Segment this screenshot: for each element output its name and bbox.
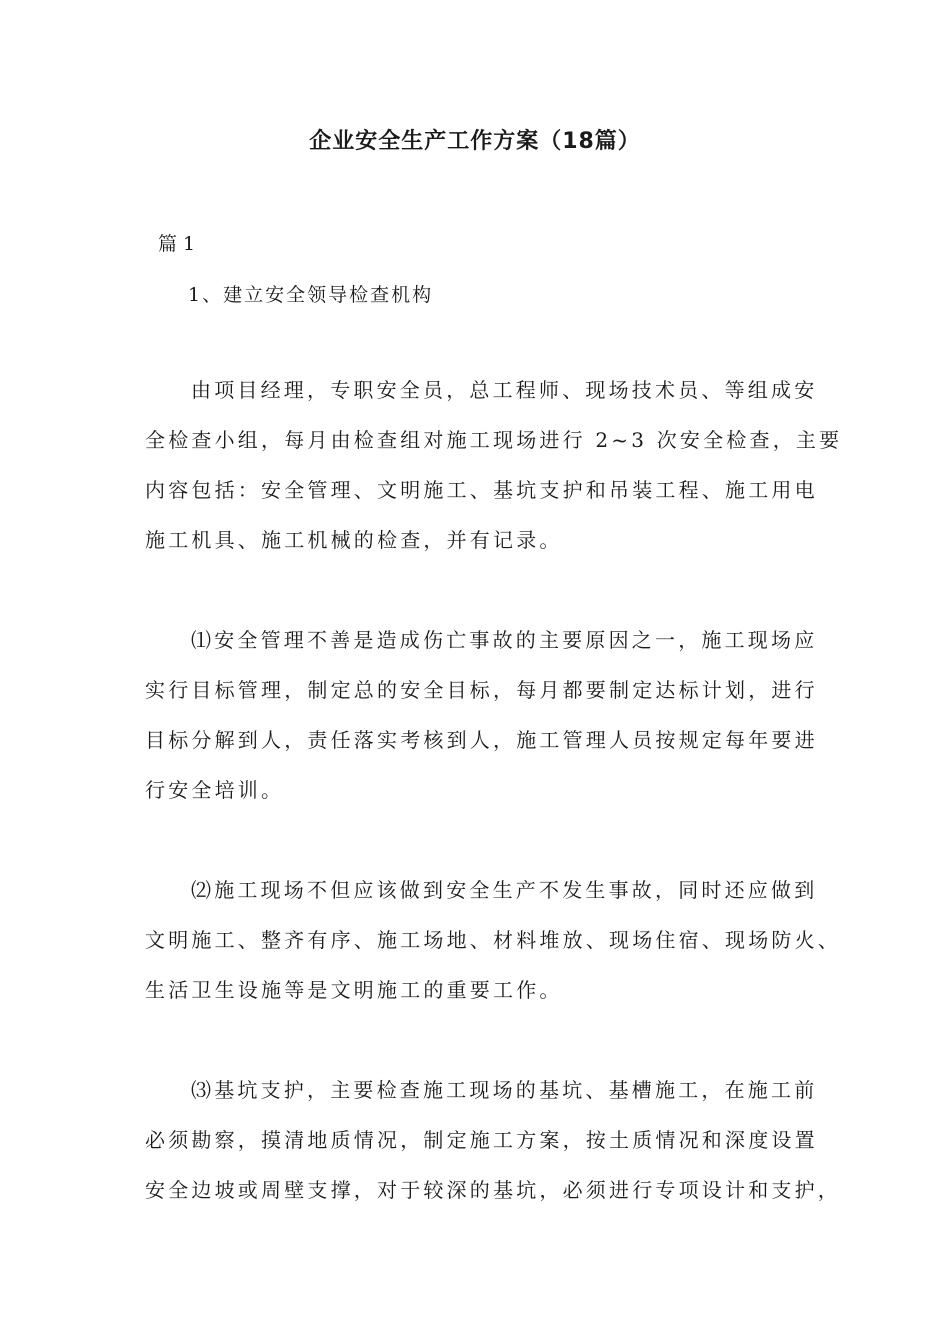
paragraph-line: 实行目标管理，制定总的安全目标，每月都要制定达标计划，进行	[145, 678, 818, 702]
section-heading: 1、建立安全领导检查机构	[188, 284, 434, 306]
paragraph	[145, 615, 825, 815]
document-title: 企业安全生产工作方案（18篇）	[309, 129, 641, 154]
paragraph-line: 全检查小组，每月由检查组对施工现场进行 2~3 次安全检查，主要	[145, 428, 843, 452]
paragraph-line: 生活卫生设施等是文明施工的重要工作。	[145, 978, 563, 1002]
paragraph-line: 行安全培训。	[145, 778, 285, 802]
paragraph-line: 文明施工、整齐有序、施工场地、材料堆放、现场住宿、现场防火、	[145, 928, 841, 952]
paragraph-line: ⑶基坑支护，主要检查施工现场的基坑、基槽施工，在施工前	[191, 1078, 818, 1102]
section-label: 篇 1	[158, 233, 196, 255]
paragraph-line: ⑴安全管理不善是造成伤亡事故的主要原因之一，施工现场应	[191, 628, 818, 652]
paragraph	[145, 1065, 841, 1215]
paragraph	[145, 365, 843, 565]
paragraph	[145, 865, 841, 1015]
paragraph-line: ⑵施工现场不但应该做到安全生产不发生事故，同时还应做到	[191, 878, 818, 902]
paragraph-line: 安全边坡或周壁支撑，对于较深的基坑，必须进行专项设计和支护，	[145, 1178, 841, 1202]
paragraph-line: 必须勘察，摸清地质情况，制定施工方案，按土质情况和深度设置	[145, 1128, 818, 1152]
paragraph-line: 内容包括：安全管理、文明施工、基坑支护和吊装工程、施工用电	[145, 478, 818, 502]
paragraph-line: 由项目经理，专职安全员，总工程师、现场技术员、等组成安	[191, 378, 818, 402]
paragraph-line: 目标分解到人，责任落实考核到人，施工管理人员按规定每年要进	[145, 728, 818, 752]
paragraph-line: 施工机具、施工机械的检查，并有记录。	[145, 528, 563, 552]
